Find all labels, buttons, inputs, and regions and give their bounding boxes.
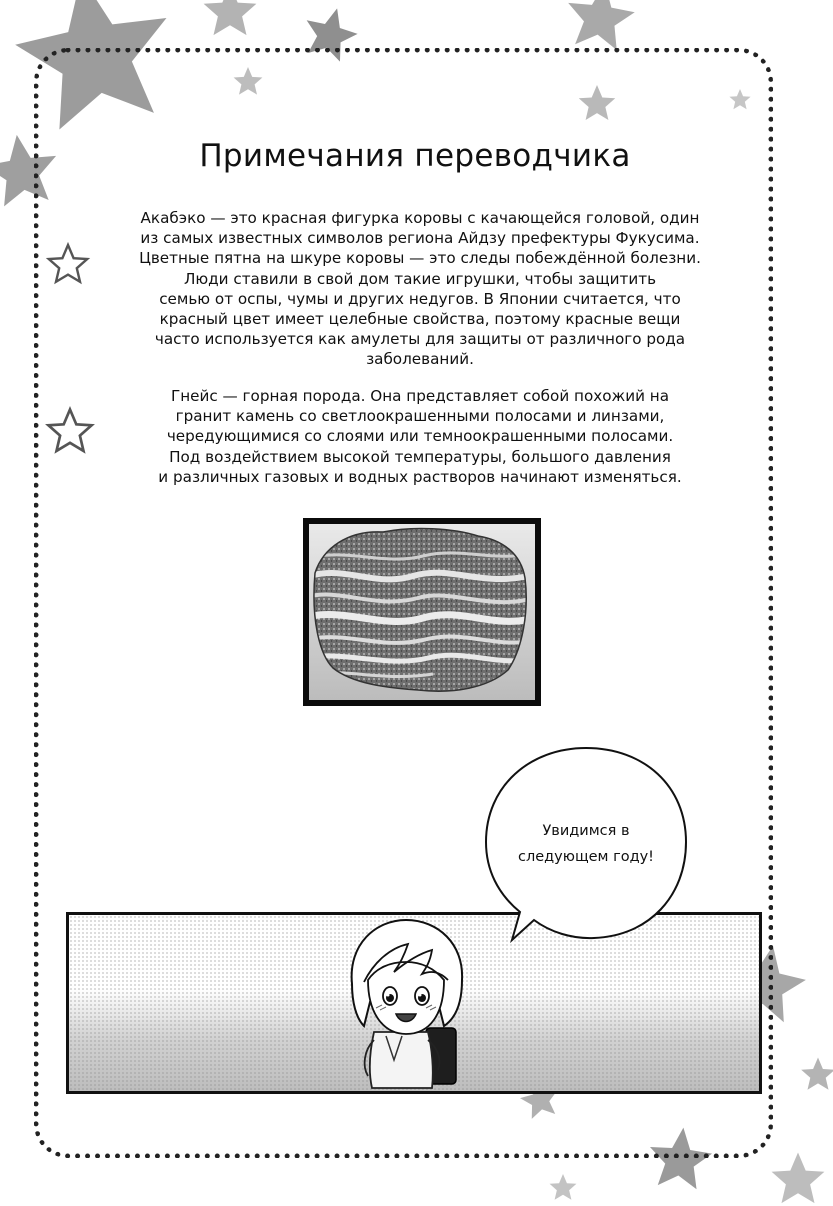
speech-line: Увидимся в (542, 823, 630, 839)
speech-bubble (484, 746, 688, 942)
note-line: семью от оспы, чумы и других недугов. В Японии считается, что (159, 289, 681, 308)
note-line: Акабэко — это красная фигурка коровы с качающейся головой, один (140, 209, 700, 227)
gneiss-rock-photo (303, 518, 541, 706)
page-title: Примечания переводчика (199, 138, 631, 174)
star-icon (801, 1058, 833, 1090)
note-line: Цветные пятна на шкуре коровы — это следы побеждённой болезни. (139, 249, 701, 268)
note-line: Гнейс — горная порода. Она представляет собой похожий на (170, 387, 670, 405)
note-gneiss (110, 386, 730, 487)
star-icon (204, 0, 257, 35)
star-icon (563, 0, 639, 52)
star-icon (550, 1174, 577, 1200)
note-line: и различных газовых и водных растворов начинают изменяться. (158, 467, 682, 486)
chibi-girl-illustration (334, 910, 474, 1090)
star-icon (772, 1153, 825, 1204)
note-line: чередующимися со слоями или темноокрашенными полосами. (166, 427, 674, 446)
note-line: гранит камень со светлоокрашенными полосами и линзами, (175, 407, 665, 426)
note-line: часто используется как амулеты для защиты от различного рода (154, 330, 686, 349)
speech-bubble-text (506, 818, 666, 870)
note-akabeko (110, 208, 730, 370)
note-line: из самых известных символов региона Айдзу префектуры Фукусима. (140, 229, 700, 248)
note-line: Под воздействием высокой температуры, большого давления (169, 447, 671, 466)
note-line: красный цвет имеет целебные свойства, поэтому красные вещи (159, 310, 681, 329)
note-line: Люди ставили в свой дом такие игрушки, чтобы защитить (183, 269, 657, 288)
note-line: заболеваний. (366, 350, 474, 369)
speech-line: следующем году! (517, 849, 654, 865)
